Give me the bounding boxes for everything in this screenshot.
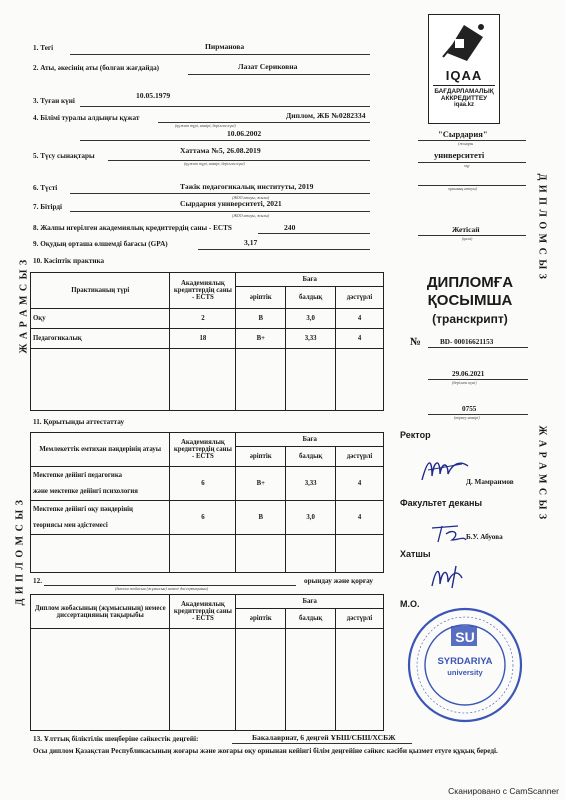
rector-label: Ректор xyxy=(400,430,431,440)
practice-cell-digital: 3,33 xyxy=(286,329,336,349)
attestation-cell-trad: 4 xyxy=(336,467,384,501)
practice-header-trad: дәстүрлі xyxy=(336,287,384,309)
field-gpa-value: 3,17 xyxy=(244,238,258,247)
hint-study: оқу xyxy=(464,163,470,168)
field-graduated-label: 7. Бітірді xyxy=(33,203,62,211)
svg-text:SU: SU xyxy=(455,629,475,645)
practice-cell-letter: B xyxy=(236,309,286,329)
table-row xyxy=(31,501,384,535)
field-nqf-label: 13. Ұлттық біліктілік шеңберіне сәйкестік деңгейі: xyxy=(33,735,199,743)
side-text-right-bottom: Ж А Р А М С Ы З xyxy=(536,425,548,521)
dean-name: Б.У. Абуова xyxy=(466,533,503,541)
accreditation-site: iqaa.kz xyxy=(453,102,474,108)
diploma-number: BD- 00016621153 xyxy=(440,338,494,346)
practice-cell-digital: 3,0 xyxy=(286,309,336,329)
hint-issue-date: (берілген күні) xyxy=(452,380,477,385)
attestation-header-digital: балдық xyxy=(286,447,336,467)
hint-city: (қала) xyxy=(462,236,473,241)
practice-cell-name: Оқу xyxy=(31,309,170,329)
field-entered-value: Тәжік педагогикалық институты, 2019 xyxy=(180,182,314,191)
field-thesis-label: 12. xyxy=(33,577,42,585)
section-attestation-label: 11. Қорытынды аттестаттау xyxy=(33,418,125,426)
attestation-cell-digital: 3,33 xyxy=(286,467,336,501)
attestation-header-grade: Баға xyxy=(236,433,384,447)
thesis-table xyxy=(30,594,384,731)
table-row xyxy=(31,467,384,501)
practice-cell-credits: 18 xyxy=(170,329,236,349)
field-thesis-hint: (диплом жобасын (жұмысын) немесе диссертацияны) xyxy=(115,586,209,591)
practice-cell-credits: 2 xyxy=(170,309,236,329)
field-surname-value: Пирманова xyxy=(205,42,245,51)
field-prev-doc-value: Диплом, ЖБ №0282334 xyxy=(286,111,366,120)
practice-table xyxy=(30,272,384,411)
attestation-cell-name-line2: теориясы мен әдістемесі xyxy=(33,521,108,529)
field-graduated-value: Сырдария университеті, 2021 xyxy=(180,199,282,208)
thesis-header-digital: балдық xyxy=(286,609,336,629)
city-name: Жетісай xyxy=(452,225,480,234)
practice-header-digital: балдық xyxy=(286,287,336,309)
scanner-watermark: Сканировано с CamScanner xyxy=(448,786,559,796)
dean-signature xyxy=(428,520,468,546)
practice-header-grade: Баға xyxy=(236,273,384,287)
attestation-cell-name-line1: Мектепке дейінгі оқу пәндерінің xyxy=(33,505,133,513)
hint-org: орнының атауы) xyxy=(448,186,478,191)
field-name-label: 2. Аты, әкесінің аты (болған жағдайда) xyxy=(33,64,160,72)
side-text-left-bottom: Д И П Л О М С Ы З xyxy=(14,499,26,606)
practice-cell-letter: B+ xyxy=(236,329,286,349)
field-entered-label: 6. Түсті xyxy=(33,184,58,192)
practice-cell-trad: 4 xyxy=(336,309,384,329)
attestation-cell-digital: 3,0 xyxy=(286,501,336,535)
attestation-cell-letter: B+ xyxy=(236,467,286,501)
attestation-cell-credits: 6 xyxy=(170,467,236,501)
side-text-left-top: Ж А Р А М С Ы З xyxy=(18,258,30,354)
university-word: университеті xyxy=(434,150,485,160)
accreditation-line2: АККРЕДИТТЕУ xyxy=(440,95,488,102)
field-exams-value: Хаттама №5, 26.08.2019 xyxy=(180,146,261,155)
practice-header-type: Практиканың түрі xyxy=(31,273,170,309)
practice-cell-name: Педагогикалық xyxy=(31,329,170,349)
thesis-header-grade: Баға xyxy=(236,595,384,609)
iqaa-logo xyxy=(428,14,500,124)
thesis-header-letter: әріптік xyxy=(236,609,286,629)
issue-date: 29.06.2021 xyxy=(452,370,485,378)
seal-main-text: SYRDARIYA xyxy=(437,656,493,667)
field-credits-value: 240 xyxy=(284,223,296,232)
hint-name: (жоғары xyxy=(458,141,474,146)
dean-label: Факультет деканы xyxy=(400,498,483,508)
side-text-right-top: Д И П Л О М С Ы З xyxy=(536,173,548,280)
practice-cell-trad: 4 xyxy=(336,329,384,349)
field-nqf-value: Бакалавриат, 6 деңгей ҰБШ/СБШ/ХСБЖ xyxy=(252,733,396,742)
doc-title-line2: ҚОСЫМША xyxy=(427,292,513,309)
section-practice-label: 10. Кәсіптік практика xyxy=(33,257,105,265)
field-birth-label: 3. Туған күні xyxy=(33,97,75,105)
attestation-table xyxy=(30,432,384,573)
field-graduated-hint: (ЖОО атауы, жылы) xyxy=(232,213,270,218)
iqaa-logo-text: IQAA xyxy=(445,68,483,83)
seal-sub-text: university xyxy=(447,668,483,677)
field-credits-label: 8. Жалпы игерілген академиялық кредиттердің саны - ECTS xyxy=(33,224,232,232)
field-gpa-label: 9. Оқудың орташа өлшемді бағасы (GPA) xyxy=(33,240,168,248)
hint-registration: (тіркеу нөмірі) xyxy=(454,415,480,420)
table-row xyxy=(31,309,384,329)
field-prev-doc-hint: (құжат түрі, нөмірі, берілген күні) xyxy=(175,123,236,128)
attestation-cell-credits: 6 xyxy=(170,501,236,535)
field-prev-doc-date: 10.06.2002 xyxy=(227,129,262,138)
thesis-header-trad: дәстүрлі xyxy=(336,609,384,629)
footer-statement: Осы диплом Қазақстан Республикасының жоғары және жоғары оқу орнынан кейінгі білім деңгейіне сәйкес кәсіби қызмет етуге құқық береді. xyxy=(33,747,498,755)
number-sign: № xyxy=(410,336,422,348)
attestation-cell-trad: 4 xyxy=(336,501,384,535)
thesis-header-credits: Академиялық кредиттердің саны - ECTS xyxy=(170,595,236,629)
field-prev-doc-label: 4. Білімі туралы алдыңғы құжат xyxy=(33,114,140,122)
doc-title-line3: (транскрипт) xyxy=(432,312,508,326)
secretary-signature xyxy=(428,562,472,590)
practice-header-letter: әріптік xyxy=(236,287,286,309)
attestation-header-letter: әріптік xyxy=(236,447,286,467)
attestation-cell-name-line2: және мектепке дейінгі психология xyxy=(33,487,138,495)
seal-place-label: М.О. xyxy=(400,599,420,609)
attestation-cell-letter: B xyxy=(236,501,286,535)
attestation-cell-name-line1: Мектепке дейінгі педагогика xyxy=(33,471,123,479)
field-exams-hint: (құжат түрі, нөмірі, берілген күні) xyxy=(184,161,245,166)
attestation-header-credits: Академиялық кредиттердің саны - ECTS xyxy=(170,433,236,467)
attestation-header-trad: дәстүрлі xyxy=(336,447,384,467)
table-row xyxy=(31,329,384,349)
secretary-label: Хатшы xyxy=(400,549,431,559)
practice-header-credits: Академиялық кредиттердің саны - ECTS xyxy=(170,273,236,309)
field-thesis-suffix: орындау және қорғау xyxy=(304,577,373,585)
registration-number: 0755 xyxy=(462,405,477,413)
doc-title-line1: ДИПЛОМҒА xyxy=(426,274,514,291)
field-name-value: Лазат Сериковна xyxy=(238,62,298,71)
thesis-header-name: Диплом жобасының (жұмысының) немесе диссертацияның тақырыбы xyxy=(31,595,170,629)
field-surname-label: 1. Тегі xyxy=(33,44,54,52)
accreditation-line1: БАҒДАРЛАМАЛЫҚ xyxy=(434,88,494,95)
rector-name: Д. Мамрaимов xyxy=(466,478,514,486)
university-name: "Сырдария" xyxy=(438,129,488,139)
camera-icon xyxy=(429,15,499,65)
field-entered-hint: (ЖОО атауы, жылы) xyxy=(232,195,270,200)
field-birth-value: 10.05.1979 xyxy=(136,91,171,100)
field-exams-label: 5. Түсу сынақтары xyxy=(33,152,95,160)
attestation-header-name: Мемлекеттік емтихан пәндерінің атауы xyxy=(31,433,170,467)
